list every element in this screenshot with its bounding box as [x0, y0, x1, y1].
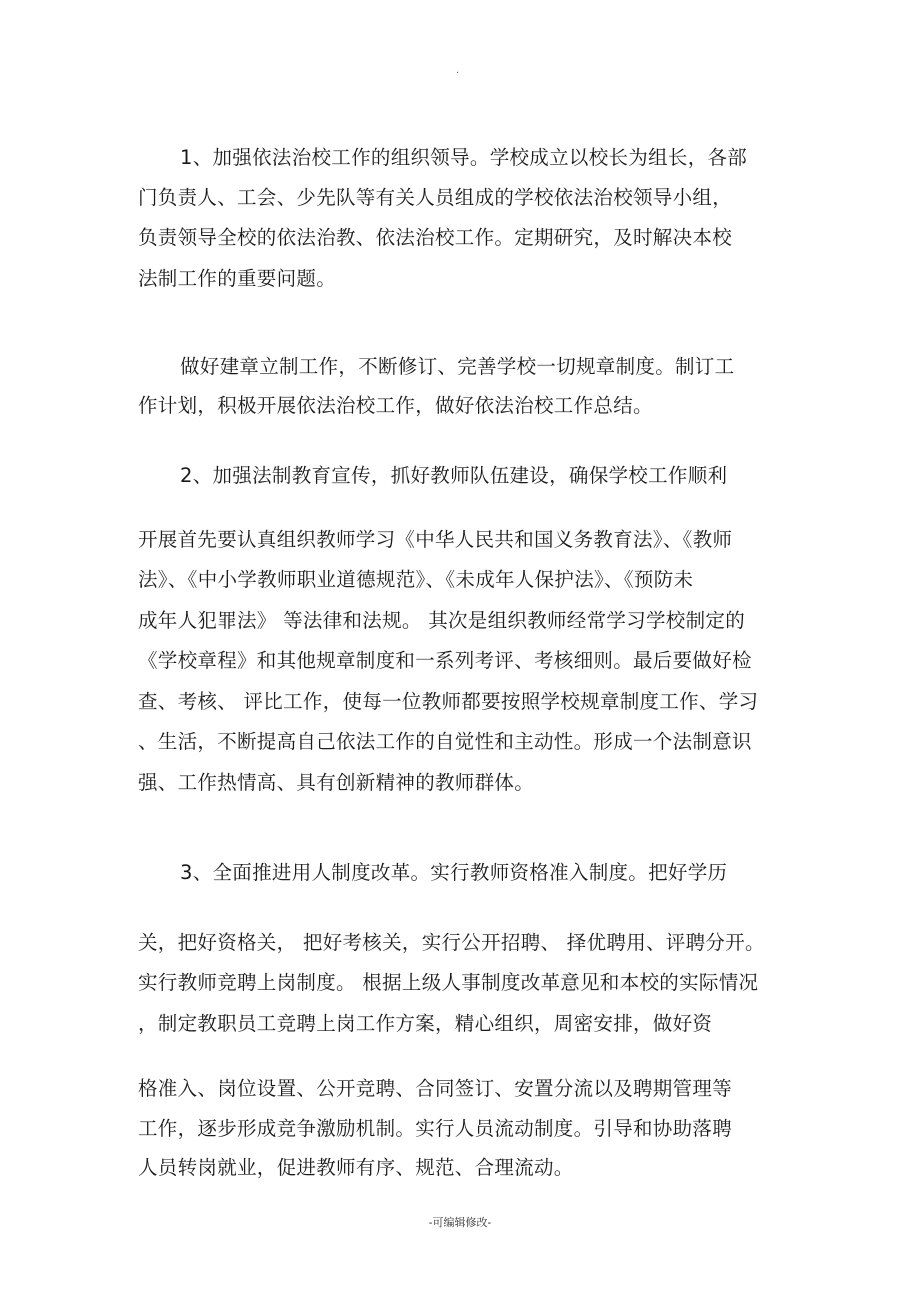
paragraph-4-line-6: 、生活，不断提高自己依法工作的自觉性和主动性。形成一个法制意识: [138, 730, 752, 753]
paragraph-4-line-3: 成年人犯罪法》 等法律和法规。 其次是组织教师经常学习学校制定的: [138, 609, 745, 632]
paragraph-6-line-3: ，制定教职员工竞聘上岗工作方案，精心组织，周密安排，做好资: [138, 1012, 713, 1035]
paragraph-4-line-5: 查、考核、 评比工作，使每一位教师都要按照学校规章制度工作、学习: [138, 690, 759, 713]
paragraph-4-line-1: 开展首先要认真组织教师学习《中华人民共和国义务教育法》、《教师: [138, 528, 733, 551]
paragraph-6-line-2: 实行教师竞聘上岗制度。 根据上级人事制度改革意见和本校的实际情况: [138, 971, 759, 994]
paragraph-5-line-1: 3、全面推进用人制度改革。实行教师资格准入制度。把好学历: [180, 861, 728, 884]
paragraph-4-line-4: 《学校章程》和其他规章制度和一系列考评、考核细则。最后要做好检: [138, 649, 752, 672]
page-footer: -可编辑修改-: [428, 1216, 492, 1229]
paragraph-1-line-3: 负责领导全校的依法治教、依法治校工作。定期研究，及时解决本校: [138, 226, 733, 249]
paragraph-2-line-1: 做好建章立制工作，不断修订、完善学校一切规章制度。制订工: [180, 355, 735, 378]
header-mark: .: [456, 65, 460, 76]
paragraph-4-line-2: 法》、《中小学教师职业道德规范》、《未成年人保护法》、《预防未: [138, 568, 694, 591]
paragraph-2-line-2: 作计划，积极开展依法治校工作，做好依法治校工作总结。: [138, 394, 653, 417]
paragraph-4-line-7: 强、工作热情高、具有创新精神的教师群体。: [138, 771, 535, 794]
paragraph-1-line-1: 1、加强依法治校工作的组织领导。学校成立以校长为组长，各部: [180, 146, 748, 169]
paragraph-7-line-3: 人员转岗就业，促进教师有序、规范、合理流动。: [138, 1156, 574, 1179]
paragraph-1-line-4: 法制工作的重要问题。: [138, 267, 337, 290]
paragraph-1-line-2: 门负责人、工会、少先队等有关人员组成的学校依法治校领导小组，: [138, 186, 733, 209]
paragraph-7-line-1: 格准入、岗位设置、公开竞聘、合同签订、安置分流以及聘期管理等: [138, 1077, 733, 1100]
paragraph-7-line-2: 工作，逐步形成竞争激励机制。实行人员流动制度。引导和协助落聘: [138, 1117, 733, 1140]
paragraph-3-line-1: 2、加强法制教育宣传，抓好教师队伍建设，确保学校工作顺利: [180, 464, 728, 487]
paragraph-6-line-1: 关，把好资格关， 把好考核关，实行公开招聘、 择优聘用、评聘分开。: [138, 931, 765, 954]
